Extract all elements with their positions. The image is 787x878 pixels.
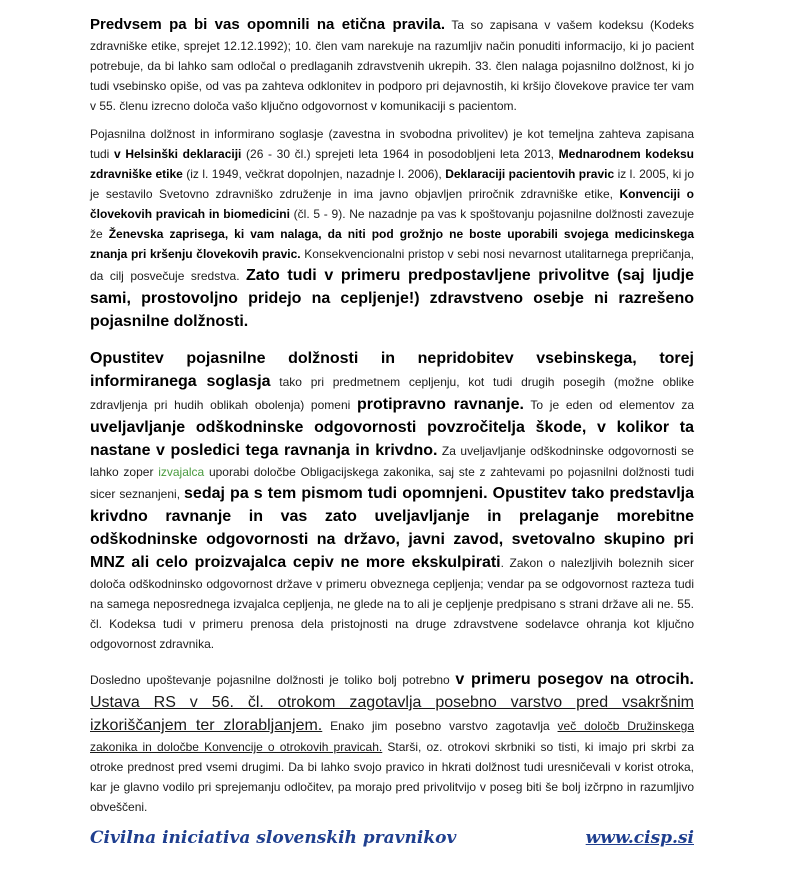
text: Za uveljavljanje odškodninske odgovornosti se lahko zoper — [90, 444, 694, 479]
paragraph-ethics — [90, 14, 694, 116]
family-code-reference: več določb Družinskega zakonika in določbe Konvencije o otrokovih pravicah. — [90, 719, 695, 754]
patient-rights-declaration: Deklaraciji pacientovih pravic — [445, 167, 615, 181]
website-link[interactable]: www.cisp.si — [585, 828, 694, 848]
text: Starši, oz. otrokovi skrbniki so tisti, ki imajo pri skrbi za otroke prednost pred vsemi drugimi. Da bi lahko svojo pravico in hkrati dolžnost tudi uresničevali v korist otroka, kar je glavno vodilo pri sprejemanju odločitev, pa morajo pred privolitvijo v poseg biti še bolj izčrpno in razumljivo obveščeni. — [90, 740, 694, 814]
paragraph-liability — [90, 347, 694, 654]
ethics-text: Ta so zapisana v vašem kodeksu (Kodeks zdravniške etike, sprejet 12.12.1992); 10. člen vam narekuje na razumljiv način ponuditi informacijo, ki jo pacient potrebuje, da bi lahko sam odločal o predlaganih zdravstvenih ukrepih. 33. člen nalaga pojasnilno dolžnost, ki jo tudi vsebinsko opiše, od vas pa zahteva odklonitev in podporo pri dejavnostih, ki kršijo človekove pravice ter vam v 55. členu izrecno določa vašo ključno odgovornost v komunikaciji s pacientom. — [90, 18, 694, 113]
text: . Zakon o nalezljivih boleznih sicer določa odškodninsko odgovornost države v primeru obveznega cepljenja; vendar pa se odgovornost razteza tudi na samega neposrednega izvajalca cepljenja, ne glede na to ali je cepljenje predpisano s strani države ali ne. 55. čl. Kodeksa tudi v primeru prenosa dela pristojnosti na druge zdravstvene sodelavce ohranja kot ključno odgovornost zdravnika. — [90, 556, 694, 651]
constitution-reference: Ustava RS v 56. čl. otrokom zagotavlja posebno varstvo pred vsakršnim izkoriščanjem ter zlorabljanjem. — [90, 694, 694, 734]
text: Dosledno upoštevanje pojasnilne dolžnosti je toliko bolj potrebno — [90, 673, 456, 687]
paragraph-children — [90, 668, 694, 817]
text: Konsekvencionalni pristop v sebi nosi nevarnost utalitarnega prepričanja, da cilj posvečuje sredstva. — [90, 247, 694, 283]
helsinki-declaration: v Helsinški deklaraciji — [114, 147, 242, 161]
presumed-consent-statement: Zato tudi v primeru predpostavljene privolitve (saj ljudje sami, prostovoljno pridejo na cepljenje!) zdravstveno osebje ni razrešeno pojasnilne dolžnosti. — [90, 267, 694, 330]
medical-ethics-code: Mednarodnem kodeksu zdravniške etike — [90, 147, 694, 181]
paragraph-informed-consent — [90, 124, 694, 333]
warning-statement: sedaj pa s tem pismom tudi opomnjeni. Opustitev tako predstavlja krivdno ravnanje in vas zato uveljavljanje in prelaganje morebitne odškodninske odgovornosti na državo, javni zavod, svetovalno skupino pri MNZ ali celo proizvajalca cepiv ne more ekskulpirati — [90, 485, 695, 571]
text: (čl. 5 - 9). Ne nazadnje pa vas k spoštovanju pojasnilne dolžnosti zavezuje že — [90, 207, 694, 241]
text: To je eden od elementov za — [523, 398, 694, 412]
liability-heading: Opustitev pojasnilne dolžnosti in nepridobitev vsebinskega, torej informiranega soglasja — [90, 350, 694, 390]
text: Enako jim posebno varstvo zagotavlja — [322, 719, 558, 733]
document-body — [90, 14, 694, 817]
text: (iz l. 1949, večkrat dopolnjen, nazadnje l. 2006), — [182, 167, 446, 181]
children-heading: v primeru posegov na otrocih. — [455, 671, 695, 688]
organization-name: Civilna iniciativa slovenskih pravnikov — [90, 828, 457, 848]
text: uporabi določbe Obligacijskega zakonika, saj ste z zahtevami po pojasnilni dolžnosti tudi sicer seznanjeni, — [90, 465, 694, 501]
text: iz l. 2005, ki jo je sestavilo Svetovno zdravniško združenje in ima javno objavljen priročnik zdravniške etike, — [90, 167, 695, 201]
provider-term: izvajalca — [158, 465, 205, 479]
damages-liability: uveljavljanje odškodninske odgovornosti povzročitelja škode, v kolikor ta nastane v posledici tega ravnanja in krivdno. — [90, 419, 694, 459]
text: (26 - 30 čl.) sprejeti leta 1964 in posodobljeni leta 2013, — [241, 147, 559, 161]
unlawful-conduct: protipravno ravnanje. — [356, 396, 524, 413]
human-rights-convention: Konvenciji o človekovih pravicah in biomedicini — [90, 187, 695, 221]
page-footer — [90, 828, 694, 854]
geneva-oath: Ženevska zaprisega, ki vam nalaga, da niti pod grožnjo ne boste uporabili svojega medicinskega znanja pri kršenju človekovih pravic. — [90, 227, 694, 261]
text: tako pri predmetnem cepljenju, kot tudi drugih posegih (možne oblike zdravljenja pri hudih oblikah obolenja) pomeni — [90, 375, 694, 412]
text: Pojasnilna dolžnost in informirano soglasje (zavestna in svobodna privolitev) je kot temeljna zahteva zapisana tudi — [90, 127, 694, 161]
ethics-heading: Predvsem pa bi vas opomnili na etična pravila. — [90, 16, 446, 33]
